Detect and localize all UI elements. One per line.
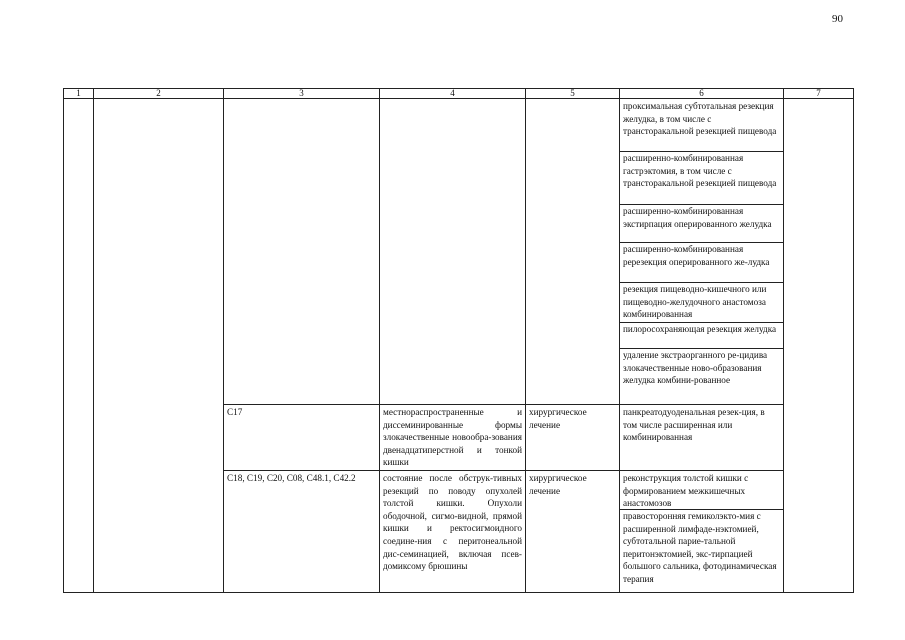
diagnosis-code-cell <box>224 99 380 405</box>
col2-cell <box>94 99 224 593</box>
procedure-item: резекция пищеводно-кишечного или пищеводно-желудочного анастомоза комбинированная <box>620 283 783 323</box>
treatment-cell <box>526 99 620 405</box>
medical-procedures-table <box>63 88 854 593</box>
column-header: 4 <box>380 89 526 99</box>
col1-cell <box>64 99 94 593</box>
column-header: 2 <box>94 89 224 99</box>
column-header: 1 <box>64 89 94 99</box>
column-header: 7 <box>784 89 854 99</box>
page-number: 90 <box>832 13 843 25</box>
treatment-cell: хирургическое лечение <box>526 405 620 471</box>
procedure-item: расширенно-комбинированная гастрэктомия, в том числе с трансторакальной резекцией пищевода <box>620 152 783 205</box>
procedure-list-cell <box>620 470 784 592</box>
condition-cell: местнораспространенные и диссеминированные формы злокачественные новообра-зования двенадцатиперстной и тонкой кишки <box>380 405 526 471</box>
procedure-list-cell <box>620 99 784 405</box>
procedure-list-cell <box>620 405 784 471</box>
treatment-cell: хирургическое лечение <box>526 470 620 592</box>
table-row <box>64 99 854 405</box>
diagnosis-code-cell: C17 <box>224 405 380 471</box>
condition-cell <box>380 99 526 405</box>
procedure-item: пилоросохраняющая резекция желудка <box>620 323 783 349</box>
col7-cell <box>784 99 854 593</box>
procedure-item: панкреатодуоденальная резек-ция, в том числе расширенная или комбинированная <box>623 407 765 443</box>
procedure-item: удаление экстраорганного ре-цидива злокачественные ново-образования желудка комбини-рованное <box>623 350 768 386</box>
column-header: 3 <box>224 89 380 99</box>
procedure-item: проксимальная субтотальная резекция желудка, в том числе с трансторакальной резекцией пищевода <box>620 100 783 152</box>
column-header: 6 <box>620 89 784 99</box>
condition-cell: состояние после обструк-тивных резекций по поводу опухолей толстой кишки. Опухоли ободочной, сигмо-видной, прямой кишки и ректосигмоидного соедине-ния с перитонеальной дис-семинацией, включая псев-домиксому брюшины <box>380 470 526 592</box>
column-header: 5 <box>526 89 620 99</box>
procedure-item: расширенно-комбинированная экстирпация оперированного желудка <box>620 205 783 243</box>
procedure-item: расширенно-комбинированная ререзекция оперированного же-лудка <box>620 243 783 283</box>
procedure-item: реконструкция толстой кишки с формированием межкишечных анастомозов <box>620 472 783 510</box>
column-number-header-row <box>64 89 854 99</box>
diagnosis-code-cell: C18, C19, C20, C08, C48.1, C42.2 <box>224 470 380 592</box>
procedure-item: правосторонняя гемиколэкто-мия с расширенной лимфаде-нэктомией, субтотальной парие-тальной перитонэктомией, экс-тирпацией большого сальника, фотодинамическая терапия <box>623 510 777 584</box>
